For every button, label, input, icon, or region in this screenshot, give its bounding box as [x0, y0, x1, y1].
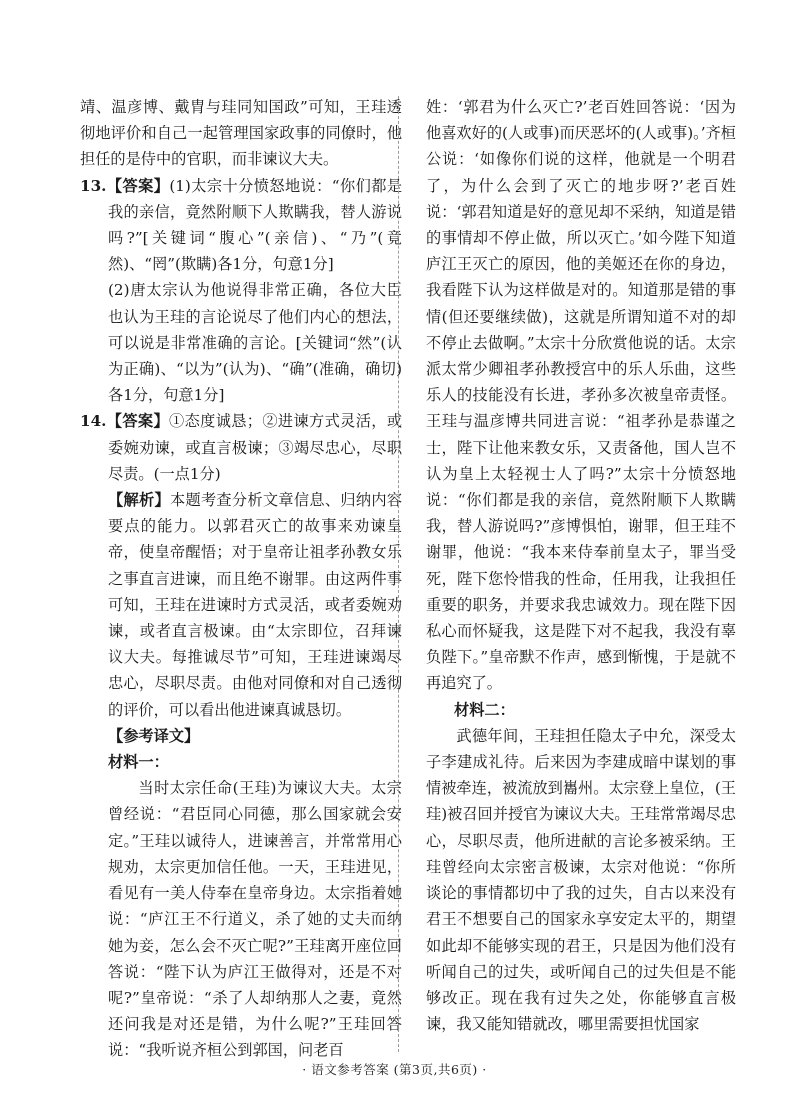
- material2-heading: 材料二：: [454, 700, 515, 719]
- q14-analysis-tag: 【解析】: [108, 491, 170, 510]
- q13-answer-line: [80, 173, 402, 278]
- q13-part2: (2)唐太宗认为他说得非常正确，各位大臣也认为王珪的言论说尽了他们内心的想法，可以说是非常准确的言论。[关键词“然”(认为正确)、“以为”(认为)、“确”(准确，确切)各1分，句意1分]: [108, 281, 402, 405]
- intro-paragraph: 靖、温彦博、戴胄与珪同知国政”可知，王珪透彻地评价和自己一起管理国家政事的同僚时，他担任的是侍中的官职，而非谏议大夫。: [80, 98, 402, 169]
- material1-continuation: 姓：‘郭君为什么灭亡?’老百姓回答说：‘因为他喜欢好的(人或事)而厌恶坏的(人或事)。’齐桓公说：‘如像你们说的这样，他就是一个明君了，为什么会到了灭亡的地步呀?’老百姓说：‘郭君知道是好的意见却不采纳，知道是错的事情却不停止做，所以灭亡。’如今陛下知道庐江王灭亡的原因，他的美姬还在你的身边，我看陛下认为这样做是对的。知道那是错的事情(但还要继续做)，这就是所谓知道不对的却不停止去做啊。”太宗十分欣赏他说的话。太宗派太常少卿祖孝孙教授宫中的乐人乐曲，这些乐人的技能没有长进，孝孙多次被皇帝责怪。王珪与温彦博共同进言说：“祖孝孙是恭谨之士，陛下让他来教女乐，又责备他，国人岂不认为皇上太轻视士人了吗?”太宗十分愤怒地说：“你们都是我的亲信，竟然附顺下人欺瞒我，替人游说吗?”彦博惧怕，谢罪，但王珪不谢罪，他说：“我本来侍奉前皇太子，罪当受死，陛下您怜惜我的性命，任用我，让我担任重要的职务，并要求我忠诚效力。现在陛下因私心而怀疑我，这是陛下对不起我，我没有辜负陛下。”皇帝默不作声，感到惭愧，于是就不再追究了。: [426, 98, 736, 693]
- page-footer: · 语文参考答案 (第3页,共6页) ·: [302, 1062, 487, 1077]
- q14-number: 14.: [80, 412, 107, 431]
- right-column: [426, 94, 736, 1037]
- q13-answer-tag: 【答案】: [106, 176, 170, 195]
- column-divider: [398, 96, 399, 1052]
- material2-paragraph: 武德年间，王珪担任隐太子中允，深受太子李建成礼待。后来因为李建成暗中谋划的事情被牵连，被流放到巂州。太宗登上皇位，(王珪)被召回并授官为谏议大夫。王珪常常竭尽忠心，尽职尽责，他所进献的言论多被采纳。王珪曾经向太宗密言极谏，太宗对他说：“你所谈论的事情都切中了我的过失，自古以来没有君王不想要自己的国家永享安定太平的，期望如此却不能够实现的君王，只是因为他们没有听闻自己的过失，或听闻自己的过失但是不能够改正。现在我有过失之处，你能够直言极谏，我又能知错就改，哪里需要担忧国家: [426, 726, 736, 1034]
- material1-heading: 材料一：: [108, 753, 169, 772]
- left-column: [80, 94, 402, 1064]
- q14-analysis-text: 本题考查分析文章信息、归纳内容要点的能力。以郭君灭亡的故事来劝谏皇帝，使皇帝醒悟；对于皇帝让祖孝孙教女乐之事直言进谏，而且绝不谢罪。由这两件事可知，王珪在进谏时方式灵活，或者委婉劝谏，或者直言极谏。由“太宗即位，召拜谏议大夫。每推诚尽节”可知，王珪进谏竭尽忠心，尽职尽责。由他对同僚和对自己透彻的评价，可以看出他进谏真诚恳切。: [108, 491, 403, 719]
- q14-analysis: [80, 487, 402, 723]
- q14-answer-tag: 【答案】: [106, 412, 170, 431]
- q14-answer: ①态度诚恳；②进谏方式灵活，或委婉劝谏，或直言极谏；③竭尽忠心，尽职尽责。(一点1分): [108, 412, 403, 483]
- q13-part1: (1)太宗十分愤怒地说：“你们都是我的亲信，竟然附顺下人欺瞒我，替人游说吗?”[关键词“腹心”(亲信)、“乃”(竟然)、“罔”(欺瞒)各1分，句意1分]: [108, 176, 403, 274]
- q13-number: 13.: [80, 176, 107, 195]
- question-13: [80, 173, 402, 409]
- question-14: [80, 408, 402, 722]
- q14-answer-line: [80, 408, 402, 487]
- material1-paragraph: 当时太宗任命(王珪)为谏议大夫。太宗曾经说：“君臣同心同德，那么国家就会安定。”王珪以诚待人，进谏善言，并常常用心规劝，太宗更加信任他。一天，王珪进见，看见有一美人侍奉在皇帝身边。太宗指着她说：“庐江王不行道义，杀了她的丈夫而纳她为妾，怎么会不灭亡呢?”王珪离开座位回答说：“陛下认为庐江王做得对，还是不对呢?”皇帝说：“杀了人却纳那人之妻，竟然还问我是对还是错，为什么呢?”王珪回答说：“我听说齐桓公到郭国，问老百: [108, 779, 402, 1060]
- translation-heading: 【参考译文】: [108, 726, 200, 745]
